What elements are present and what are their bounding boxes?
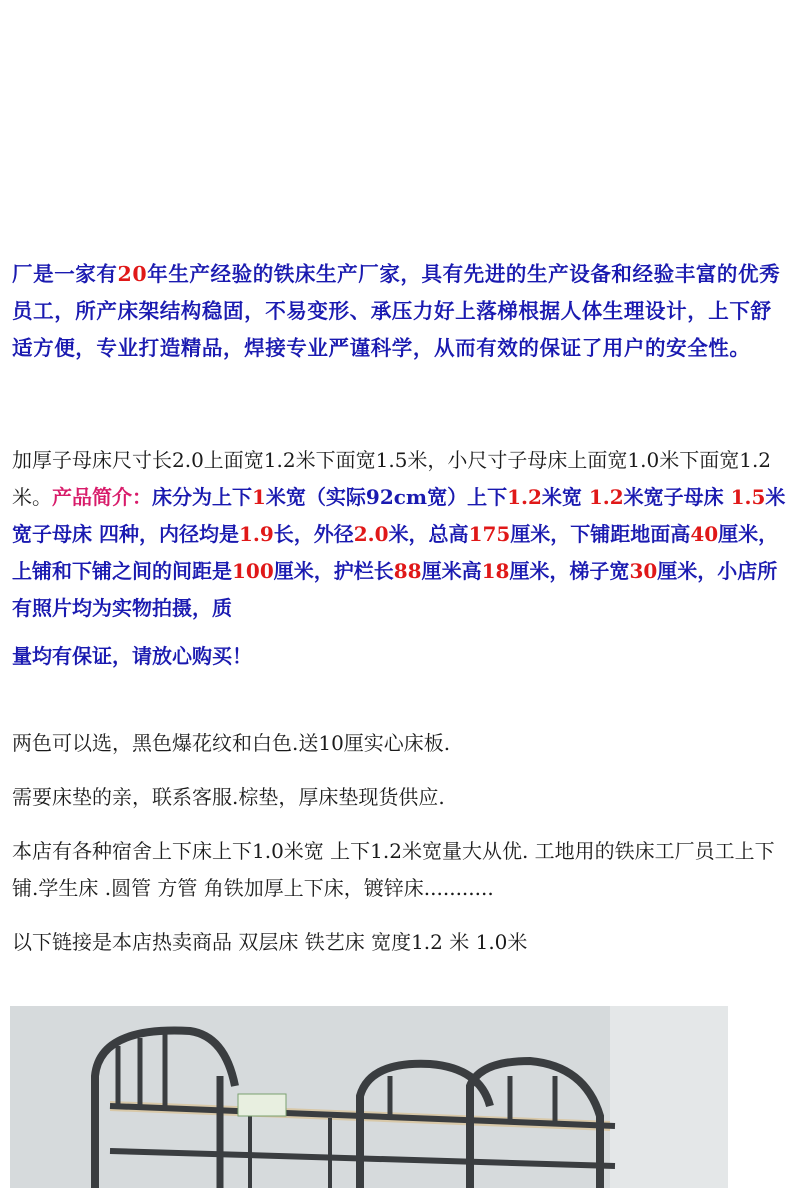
spec-text: 米宽	[541, 485, 582, 509]
products-paragraph: 本店有各种宿舍上下床上下1.0米宽 上下1.2米宽量大从优. 工地用的铁床工厂员工上下铺.学生床 .圆管 方管 角铁加厚上下床，镀锌床...........	[12, 839, 775, 900]
bunk-bed-photo	[10, 1006, 728, 1188]
spec-num: 175	[468, 522, 511, 546]
intro-paragraph	[12, 256, 788, 367]
spec-num: 1.5	[730, 485, 766, 509]
spec-num: 1.2	[507, 485, 542, 509]
intro-years: 20	[117, 262, 148, 286]
spec-num: 100	[232, 559, 274, 583]
spec-num: 40	[690, 522, 719, 546]
spec-num: 88	[393, 559, 422, 583]
spec-text: 床分为上下	[152, 485, 252, 509]
spec-num: 2.0	[353, 522, 389, 546]
spec-size: 加厚子母床尺寸长2.0上面宽1.2米下面宽1.5米，小尺寸子母床上面宽1.0米下面宽1.2米。	[12, 448, 772, 509]
intro-text-1: 厂是一家有	[12, 262, 118, 286]
spec-num: 1.9	[238, 522, 274, 546]
guarantee-line: 量均有保证，请放心购买！	[12, 644, 252, 668]
bunk-bed-icon	[10, 1006, 728, 1188]
mattress-paragraph: 需要床垫的亲，联系客服.棕垫，厚床垫现货供应.	[12, 785, 445, 809]
spec-num: 30	[629, 559, 658, 583]
spec-num: 1	[252, 485, 266, 509]
colors-paragraph: 两色可以选，黑色爆花纹和白色.送10厘实心床板.	[12, 731, 451, 755]
spec-text: 厘米高	[421, 559, 482, 583]
spec-num: 1.2	[581, 485, 624, 509]
spec-text: 米宽子母床	[623, 485, 731, 509]
spec-num: 18	[481, 559, 510, 583]
spec-text: 厘米，护栏长	[273, 559, 394, 583]
spec-intro-label: 产品简介：	[52, 485, 152, 509]
spec-text: 长，外径	[273, 522, 354, 546]
spec-text: 厘米，下铺距地面高	[510, 522, 691, 546]
links-paragraph: 以下链接是本店热卖商品 双层床 铁艺床 宽度1.2 米 1.0米	[12, 930, 528, 954]
spec-text: 厘米，梯子宽	[509, 559, 630, 583]
spec-text: 厘米，上铺和下铺之间的间距是	[12, 522, 779, 583]
spec-paragraph	[12, 442, 788, 627]
spec-text: 米宽子母床 四种，内径均是	[12, 485, 786, 546]
spec-text: 米宽（实际92cm宽）上下	[265, 485, 508, 509]
intro-text-2: 年生产经验的铁床生产厂家，具有先进的生产设备和经验丰富的优秀员工，所产床架结构稳固，不易变形、承压力好上落梯根据人体生理设计，上下舒适方便，专业打造精品，焊接专业严谨科学，从而有效的保证了用户的安全性。	[12, 262, 781, 360]
spec-text: 米，总高	[388, 522, 469, 546]
spec-text: 厘米，小店所有照片均为实物拍摄，质	[12, 559, 778, 620]
